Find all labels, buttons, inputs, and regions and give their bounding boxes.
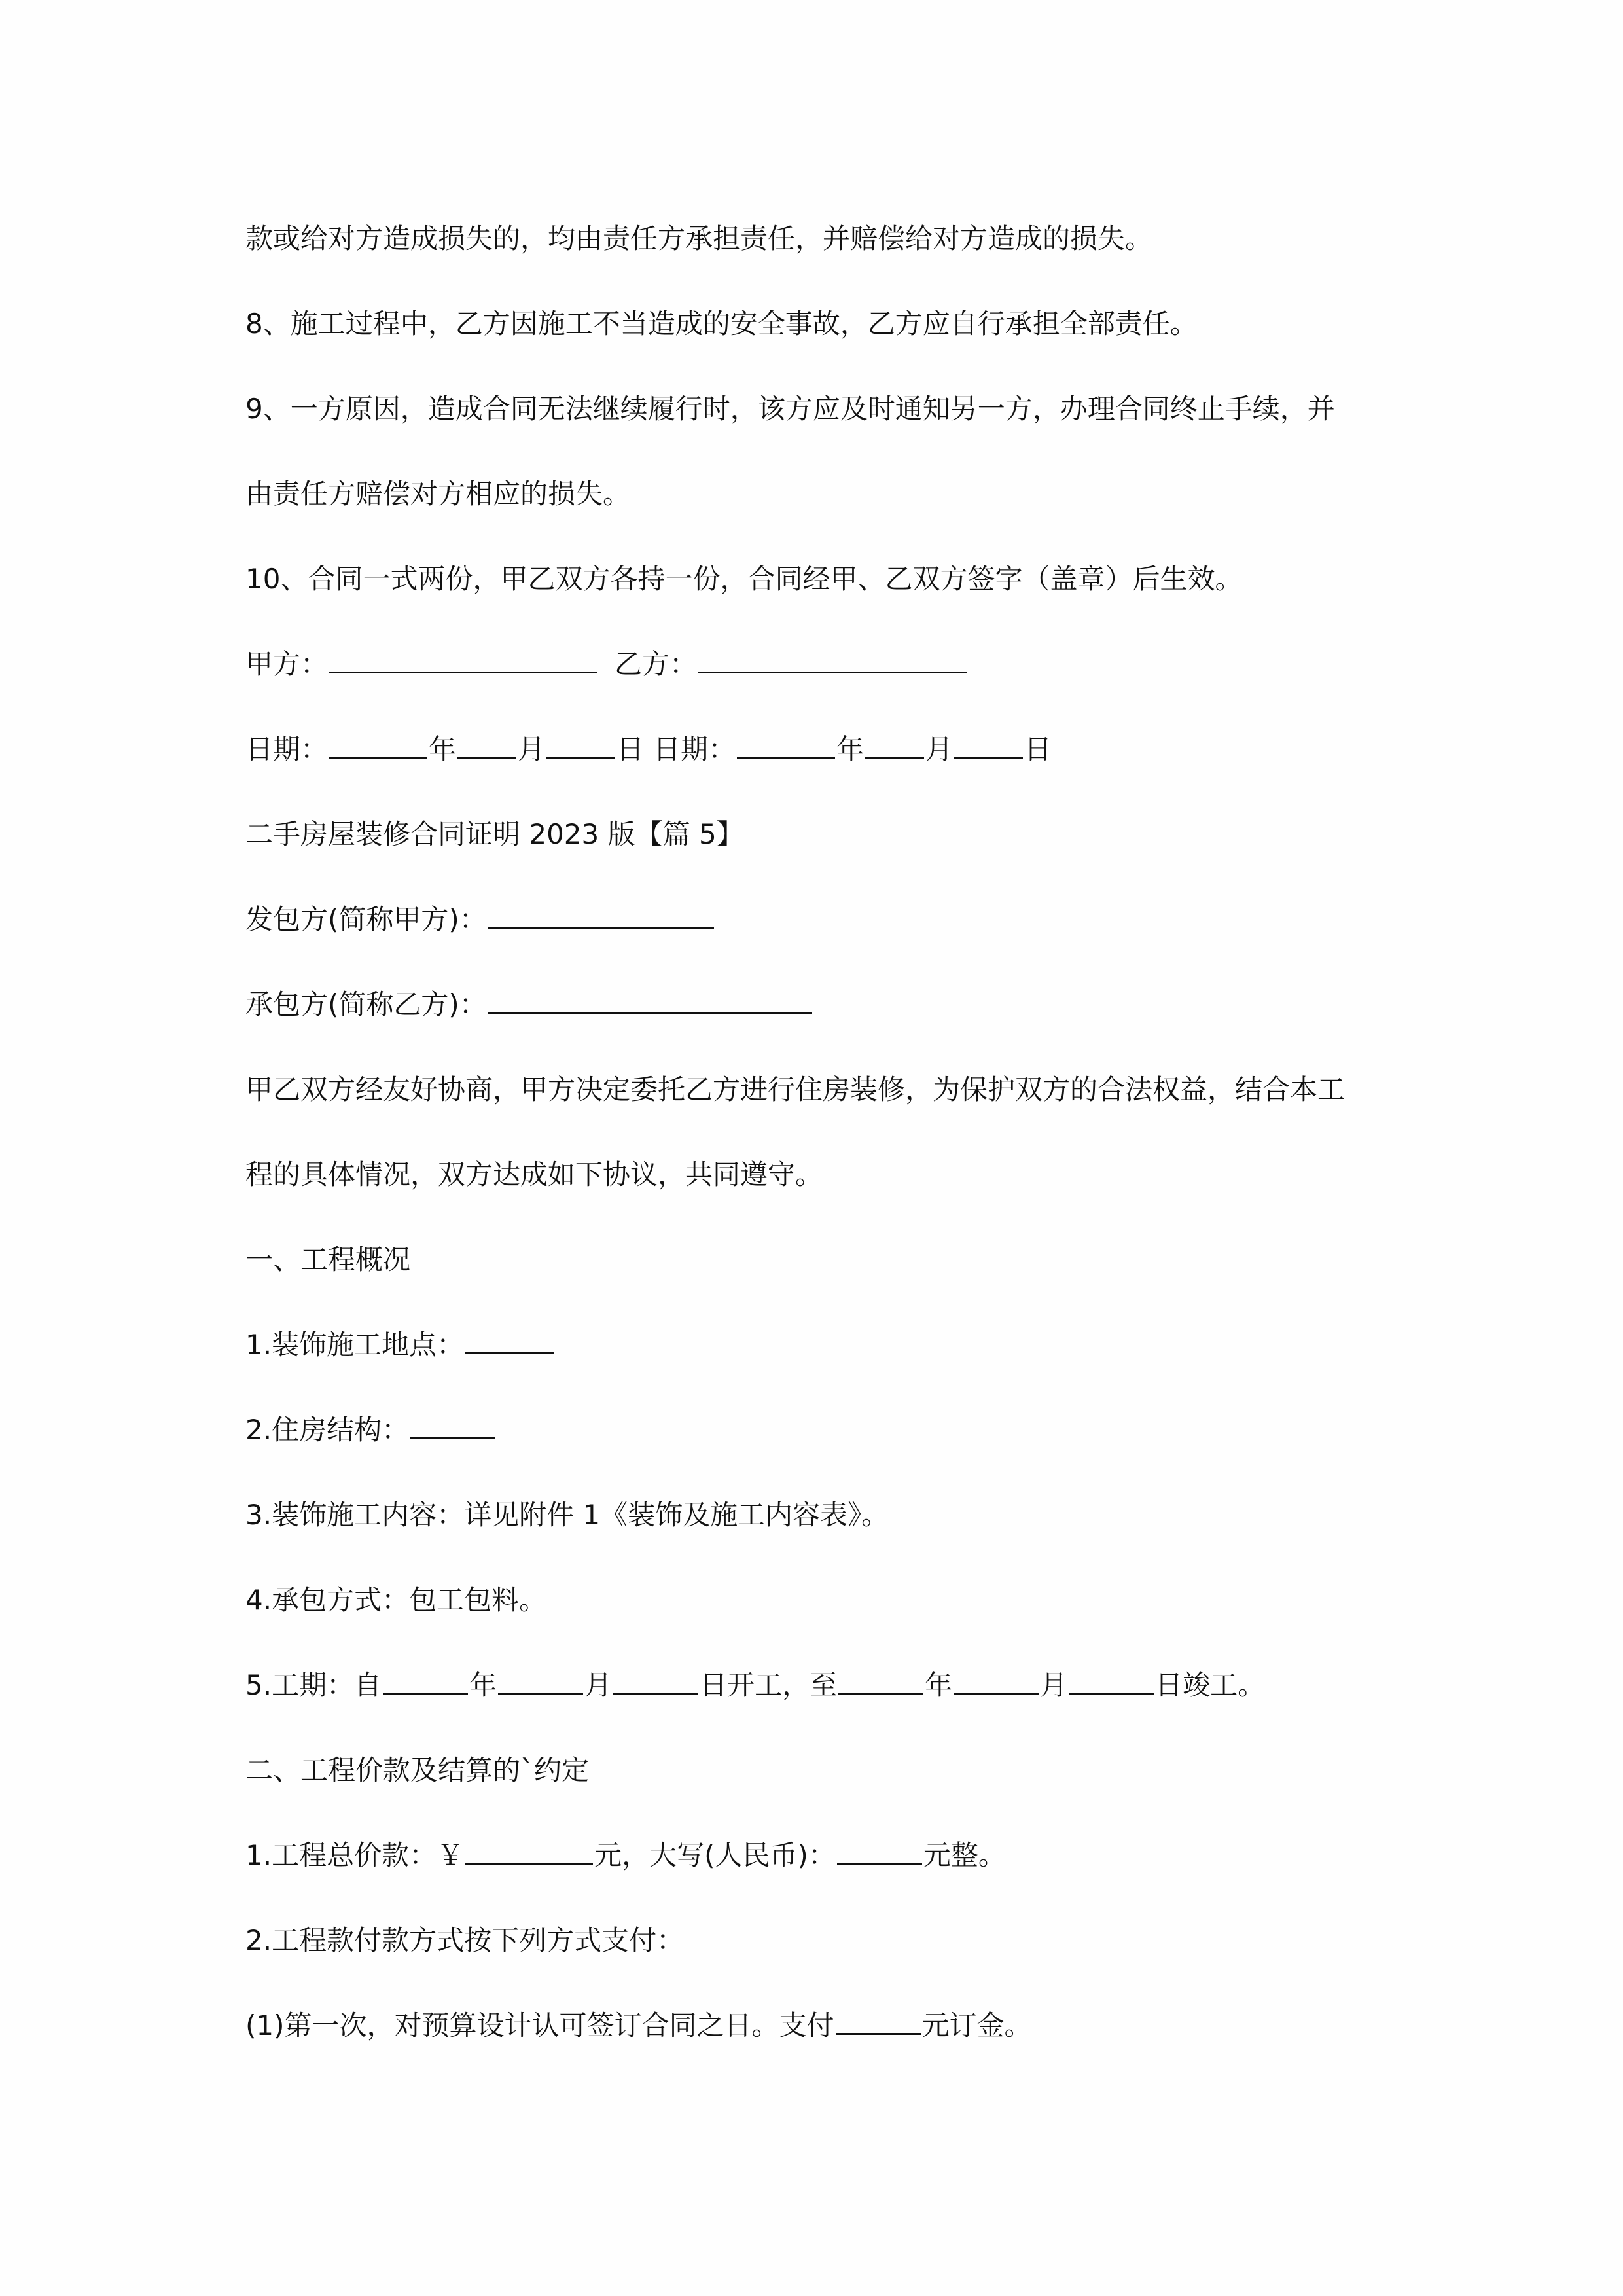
total-price-row: [245, 1833, 1006, 1878]
contract-method: 4.承包方式：包工包料。: [245, 1584, 547, 1616]
party-b-month-field[interactable]: [865, 726, 924, 759]
end-year-field[interactable]: [838, 1662, 923, 1695]
total-price-suffix: 元整。: [923, 1839, 1006, 1871]
contractor-row: [245, 982, 813, 1028]
contractor-name-field[interactable]: [488, 982, 812, 1014]
month-unit: 月: [1040, 1669, 1068, 1701]
party-a-date-label: 日期：: [245, 733, 329, 765]
clause-10: 10、合同一式两份，甲乙双方各持一份，合同经甲、乙双方签字（盖章）后生效。: [245, 563, 1243, 595]
end-month-field[interactable]: [954, 1662, 1039, 1695]
construction-period-row: [245, 1662, 1265, 1708]
party-b-day-field[interactable]: [954, 726, 1023, 759]
deposit-amount-field[interactable]: [836, 2003, 921, 2035]
start-year-field[interactable]: [383, 1662, 468, 1695]
party-a-signature-field[interactable]: [329, 641, 597, 673]
year-unit: 年: [469, 1669, 497, 1701]
total-price-label: 1.工程总价款：￥: [245, 1839, 465, 1871]
construction-content: 3.装饰施工内容：详见附件 1《装饰及施工内容表》。: [245, 1499, 889, 1531]
site-location-field[interactable]: [465, 1322, 554, 1354]
month-unit: 月: [584, 1669, 613, 1701]
party-b-signature-field[interactable]: [698, 641, 967, 673]
clause-9-line-1: 9、一方原因，造成合同无法继续履行时，该方应及时通知另一方，办理合同终止手续，并: [245, 393, 1335, 425]
housing-structure-label: 2.住房结构：: [245, 1414, 410, 1446]
intro-line-1: 甲乙双方经友好协商，甲方决定委托乙方进行住房装修，为保护双方的合法权益，结合本工: [245, 1073, 1346, 1105]
year-unit: 年: [429, 733, 457, 765]
housing-structure-row: [245, 1407, 497, 1453]
employer-row: [245, 897, 715, 942]
party-a-day-field[interactable]: [546, 726, 615, 759]
site-location-row: [245, 1322, 555, 1368]
start-day-field[interactable]: [613, 1662, 698, 1695]
employer-label: 发包方(简称甲方)：: [245, 903, 487, 935]
day-unit: 日: [616, 733, 645, 765]
party-b-year-field[interactable]: [737, 726, 835, 759]
section-1-heading: 一、工程概况: [245, 1244, 411, 1276]
start-month-field[interactable]: [498, 1662, 583, 1695]
housing-structure-field[interactable]: [410, 1407, 495, 1439]
payment-method: 2.工程款付款方式按下列方式支付：: [245, 1924, 685, 1956]
total-price-field[interactable]: [465, 1833, 593, 1865]
party-a-year-field[interactable]: [329, 726, 427, 759]
contractor-label: 承包方(简称乙方)：: [245, 988, 487, 1020]
end-text: 日竣工。: [1155, 1669, 1266, 1701]
first-payment-text: (1)第一次，对预算设计认可签订合同之日。支付: [245, 2009, 834, 2041]
first-payment-row: [245, 2003, 1032, 2049]
month-unit: 月: [518, 733, 546, 765]
intro-line-2: 程的具体情况，双方达成如下协议，共同遵守。: [245, 1158, 823, 1191]
party-b-date-label: 日期：: [653, 733, 736, 765]
period-prefix: 5.工期：自: [245, 1669, 382, 1701]
clause-9-line-2: 由责任方赔偿对方相应的损失。: [245, 478, 631, 510]
total-price-mid: 元，大写(人民币)：: [594, 1839, 836, 1871]
end-day-field[interactable]: [1069, 1662, 1154, 1695]
site-location-label: 1.装饰施工地点：: [245, 1329, 465, 1361]
section-2-heading: 二、工程价款及结算的`约定: [245, 1754, 590, 1786]
signature-row: [245, 641, 968, 687]
year-unit: 年: [925, 1669, 953, 1701]
day-unit: 日: [1024, 733, 1052, 765]
party-a-month-field[interactable]: [457, 726, 516, 759]
employer-name-field[interactable]: [488, 897, 714, 929]
party-a-label: 甲方：: [245, 648, 329, 680]
year-unit: 年: [836, 733, 865, 765]
party-b-label: 乙方：: [615, 648, 698, 680]
clause-7-continuation: 款或给对方造成损失的，均由责任方承担责任，并赔偿给对方造成的损失。: [245, 223, 1153, 255]
start-text: 日开工，至: [700, 1669, 838, 1701]
first-payment-suffix: 元订金。: [921, 2009, 1032, 2041]
date-row: [245, 726, 1052, 772]
contract-title: 二手房屋装修合同证明 2023 版【篇 5】: [245, 818, 744, 850]
month-unit: 月: [925, 733, 954, 765]
clause-8: 8、施工过程中，乙方因施工不当造成的安全事故，乙方应自行承担全部责任。: [245, 308, 1198, 340]
total-price-uppercase-field[interactable]: [837, 1833, 922, 1865]
